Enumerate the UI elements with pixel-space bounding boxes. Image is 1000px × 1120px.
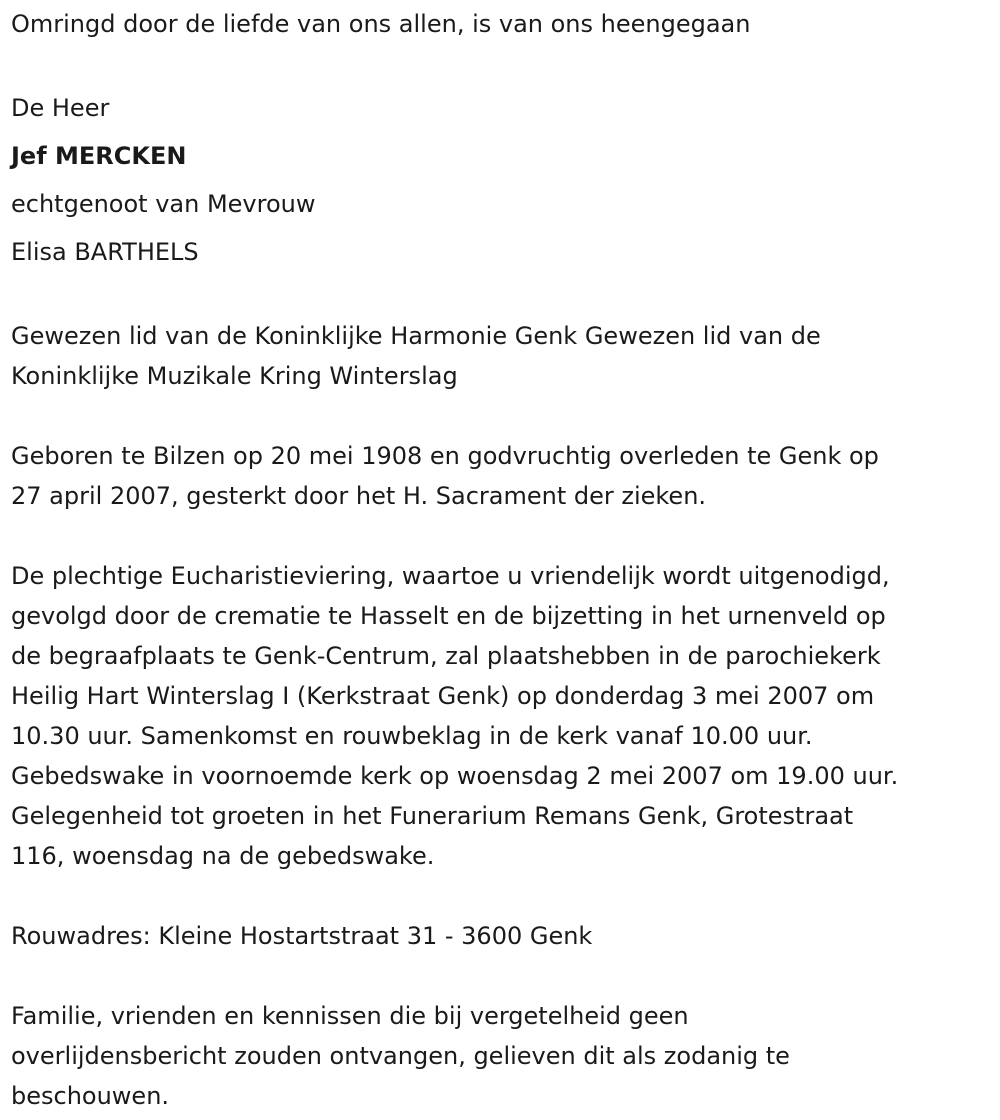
spacer — [11, 956, 996, 996]
text-line: overlijdensbericht zouden ontvangen, gelieven dit als zodanig te — [11, 1042, 790, 1070]
closing-paragraph — [11, 996, 996, 1116]
memberships-paragraph — [11, 316, 996, 396]
spacer — [11, 396, 996, 436]
text-line: de begraafplaats te Genk-Centrum, zal plaatshebben in de parochiekerk — [11, 642, 881, 670]
deceased-name: Jef MERCKEN — [11, 142, 187, 170]
text-line: Gewezen lid van de Koninklijke Harmonie Genk Gewezen lid van de — [11, 322, 821, 350]
text-line: 10.30 uur. Samenkomst en rouwbeklag in de kerk vanaf 10.00 uur. — [11, 722, 813, 750]
text-line: 116, woensdag na de gebedswake. — [11, 842, 435, 870]
spacer — [11, 516, 996, 556]
text-line: Koninklijke Muzikale Kring Winterslag — [11, 362, 458, 390]
mourning-address: Rouwadres: Kleine Hostartstraat 31 - 3600 Genk — [11, 922, 593, 950]
text-line: De plechtige Eucharistieviering, waartoe u vriendelijk wordt uitgenodigd, — [11, 562, 890, 590]
spouse-label: echtgenoot van Mevrouw — [11, 190, 316, 218]
text-line: Heilig Hart Winterslag I (Kerkstraat Genk) op donderdag 3 mei 2007 om — [11, 682, 875, 710]
spacer — [11, 44, 996, 84]
text-line: gevolgd door de crematie te Hasselt en de bijzetting in het urnenveld op — [11, 602, 886, 630]
text-line: beschouwen. — [11, 1082, 170, 1110]
honorific: De Heer — [11, 94, 110, 122]
text-line: Gelegenheid tot groeten in het Funerarium Remans Genk, Grotestraat — [11, 802, 854, 830]
text-line: Familie, vrienden en kennissen die bij vergetelheid geen — [11, 1002, 689, 1030]
ceremony-paragraph — [11, 556, 996, 876]
spouse-name: Elisa BARTHELS — [11, 238, 199, 266]
spacer — [11, 276, 996, 316]
deceased-block — [11, 84, 996, 276]
spacer — [11, 876, 996, 916]
text-line: Geboren te Bilzen op 20 mei 1908 en godvruchtig overleden te Genk op — [11, 442, 879, 470]
text-line: Gebedswake in voornoemde kerk op woensdag 2 mei 2007 om 19.00 uur. — [11, 762, 899, 790]
intro-text: Omringd door de liefde van ons allen, is van ons heengegaan — [11, 10, 751, 38]
birth-death-paragraph — [11, 436, 996, 516]
text-line: 27 april 2007, gesterkt door het H. Sacrament der zieken. — [11, 482, 707, 510]
